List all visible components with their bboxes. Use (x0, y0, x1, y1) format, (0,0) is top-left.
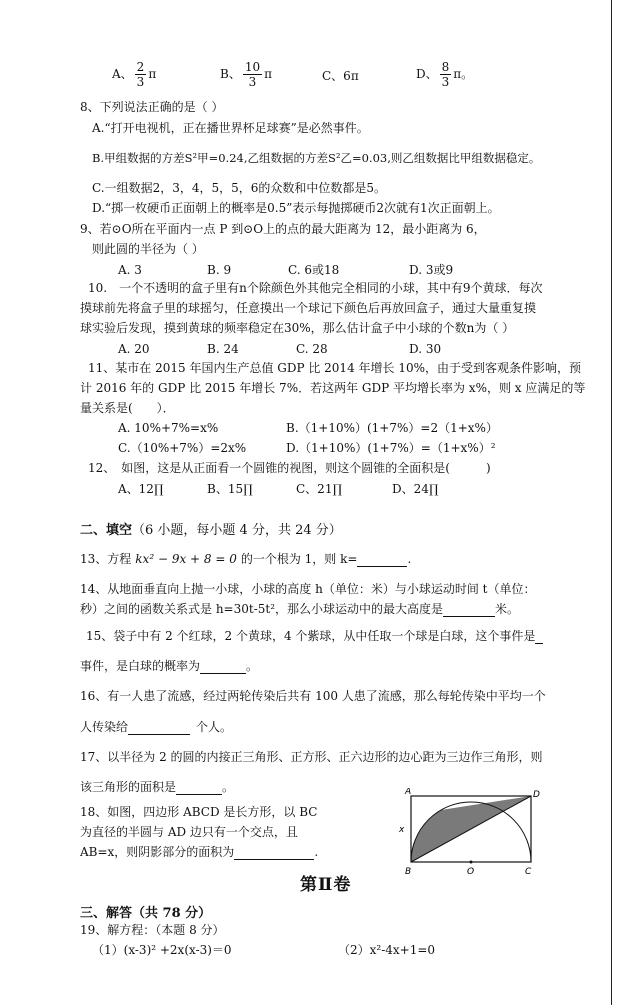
q19-stem: 19、解方程：（本题 8 分） (80, 923, 225, 937)
q7-option-a: A、 $\frac{2}{3}$ π (112, 60, 157, 89)
q19-part1: （1）(x-3)² +2x(x-3)＝0 (92, 943, 232, 957)
q9-option-b: B. 9 (207, 263, 232, 277)
q11-option-d: D.（1+10%）(1+7%）=（1+x%）² (286, 441, 496, 455)
q8-option-b: B.甲组数据的方差S²甲=0.24,乙组数据的方差S²乙=0.03,则乙组数据比甲组数据稳定。 (92, 151, 541, 165)
q7-option-c: C、6π (322, 69, 359, 83)
q7-option-b: B、 $\frac{10}{3}$ π (220, 60, 272, 89)
q9-option-d: D. 3或9 (409, 263, 454, 277)
q17-answer-blank[interactable] (176, 794, 222, 795)
q9-stem-line1: 9、若⊙O所在平面内一点 P 到⊙O上的点的最大距离为 12，最小距离为 6， (80, 222, 486, 236)
q19-part2: （2）x²-4x+1=0 (338, 943, 436, 957)
q8-option-d: D.“掷一枚硬币正面朝上的概率是0.5”表示每抛掷硬币2次就有1次正面朝上。 (92, 201, 500, 215)
label-x: x (399, 825, 405, 835)
q9-stem-line2: 则此圆的半径为（ ） (92, 242, 204, 256)
center-point-o (470, 861, 473, 864)
q12-stem: 12、 如图，这是从正面看一个圆锥的视图，则这个圆锥的全面积是( ) (88, 461, 491, 475)
q10-option-b: B. 24 (207, 342, 239, 356)
q11-option-a: A. 10%+7%=x% (118, 421, 219, 435)
q15-line2: 事件，是白球的概率为 。 (80, 659, 259, 673)
q18-line2: 为直径的半圆与 AD 边只有一个交点，且 (80, 825, 298, 839)
q12-option-a: A、12∏ (118, 482, 164, 496)
q11-option-b: B.（1+10%）(1+7%）=2（1+x%） (286, 421, 498, 435)
q11-line3: 量关系是( ）． (80, 401, 175, 415)
q12-option-c: C、21∏ (296, 482, 343, 496)
label-b: B (405, 867, 412, 877)
q11-line1: 11、某市在 2015 年国内生产总值 GDP 比 2014 年增长 10%，由于受到客观条件影响，预 (88, 361, 582, 375)
q10-line1: 10. 一个不透明的盒子里有n个除颜色外其他完全相同的小球，其中有9个黄球．每次 (88, 281, 543, 295)
q10-option-a: A. 20 (118, 342, 150, 356)
q10-option-c: C. 28 (296, 342, 328, 356)
q8-option-a: A.“打开电视机，正在播世界杯足球赛”是必然事件。 (92, 121, 369, 135)
q17-line1: 17、以半径为 2 的圆的内接正三角形、正方形、正六边形的边心距为三边作三角形，则 (80, 750, 543, 764)
q10-line2: 摸球前先将盒子里的球摇匀，任意摸出一个球记下颜色后再放回盒子，通过大量重复摸 (80, 301, 537, 315)
q16-line2: 人传染给 个人。 (80, 720, 233, 734)
q12-option-b: B、15∏ (207, 482, 253, 496)
part-2-title: 第Ⅱ卷 (300, 875, 352, 895)
q7-option-d: D、 $\frac{8}{3}$ π。 (416, 60, 474, 89)
q16-line1: 16、有一人患了流感，经过两轮传染后共有 100 人患了流感，那么每轮传染中平均一个 (80, 689, 546, 703)
q14-line1: 14、从地面垂直向上抛一小球，小球的高度 h（单位：米）与小球运动时间 t（单位： (80, 582, 536, 596)
q11-option-c: C.（10%+7%）=2x% (118, 441, 247, 455)
section-fill-in-note: （6 小题，每小题 4 分，共 24 分） (132, 523, 342, 538)
q12-option-d: D、24∏ (392, 482, 439, 496)
section-solve-heading: 三、解答（共 78 分） (80, 906, 212, 921)
label-o: O (467, 867, 475, 877)
label-c: C (525, 867, 532, 877)
section-fill-in-title: 二、填空 (80, 523, 133, 538)
q17-line2: 该三角形的面积是 。 (80, 780, 235, 794)
q18-line3: AB=x，则阴影部分的面积为 . (80, 845, 319, 859)
q18-line1: 18、如图，四边形 ABCD 是长方形，以 BC (80, 805, 318, 819)
label-d: D (533, 790, 540, 800)
q13-equation: kx² − 9x + 8 = 0 (135, 552, 237, 566)
q15-line1: 15、袋子中有 2 个红球，2 个黄球，4 个紫球，从中任取一个球是白球，这个事件是 (86, 628, 543, 644)
q8-option-c: C.一组数据2，3，4，5，5，6的众数和中位数都是5。 (92, 181, 387, 195)
q9-option-c: C. 6或18 (288, 263, 340, 277)
q18-answer-blank[interactable] (234, 859, 314, 860)
section-fill-in-heading (80, 519, 342, 538)
q15-answer-blank-2[interactable] (200, 673, 246, 674)
q14-line2: 秒）之间的函数关系式是 h=30t-5t²，那么小球运动中的最大高度是 米。 (80, 602, 520, 616)
label-a: A (405, 788, 412, 797)
q10-line3: 球实验后发现，摸到黄球的频率稳定在30%，那么估计盒子中小球的个数n为（ ） (80, 321, 515, 335)
q13-answer-blank[interactable] (357, 566, 407, 567)
q10-option-d: D. 30 (409, 342, 442, 356)
q14-answer-blank[interactable] (443, 616, 495, 617)
q16-answer-blank[interactable] (128, 734, 190, 735)
q13: 13、方程 kx² − 9x + 8 = 0 的一个根为 1，则 k= . (80, 552, 412, 566)
q15-answer-blank-1[interactable] (535, 643, 543, 644)
q18-rectangle-figure (395, 788, 555, 880)
q11-line2: 计 2016 年的 GDP 比 2015 年增长 7%．若这两年 GDP 平均增长率为 x%，则 x 应满足的等 (80, 381, 586, 395)
q8-stem: 8、下列说法正确的是（ ） (80, 100, 224, 114)
binding-line (611, 0, 612, 1005)
q9-option-a: A. 3 (118, 263, 142, 277)
